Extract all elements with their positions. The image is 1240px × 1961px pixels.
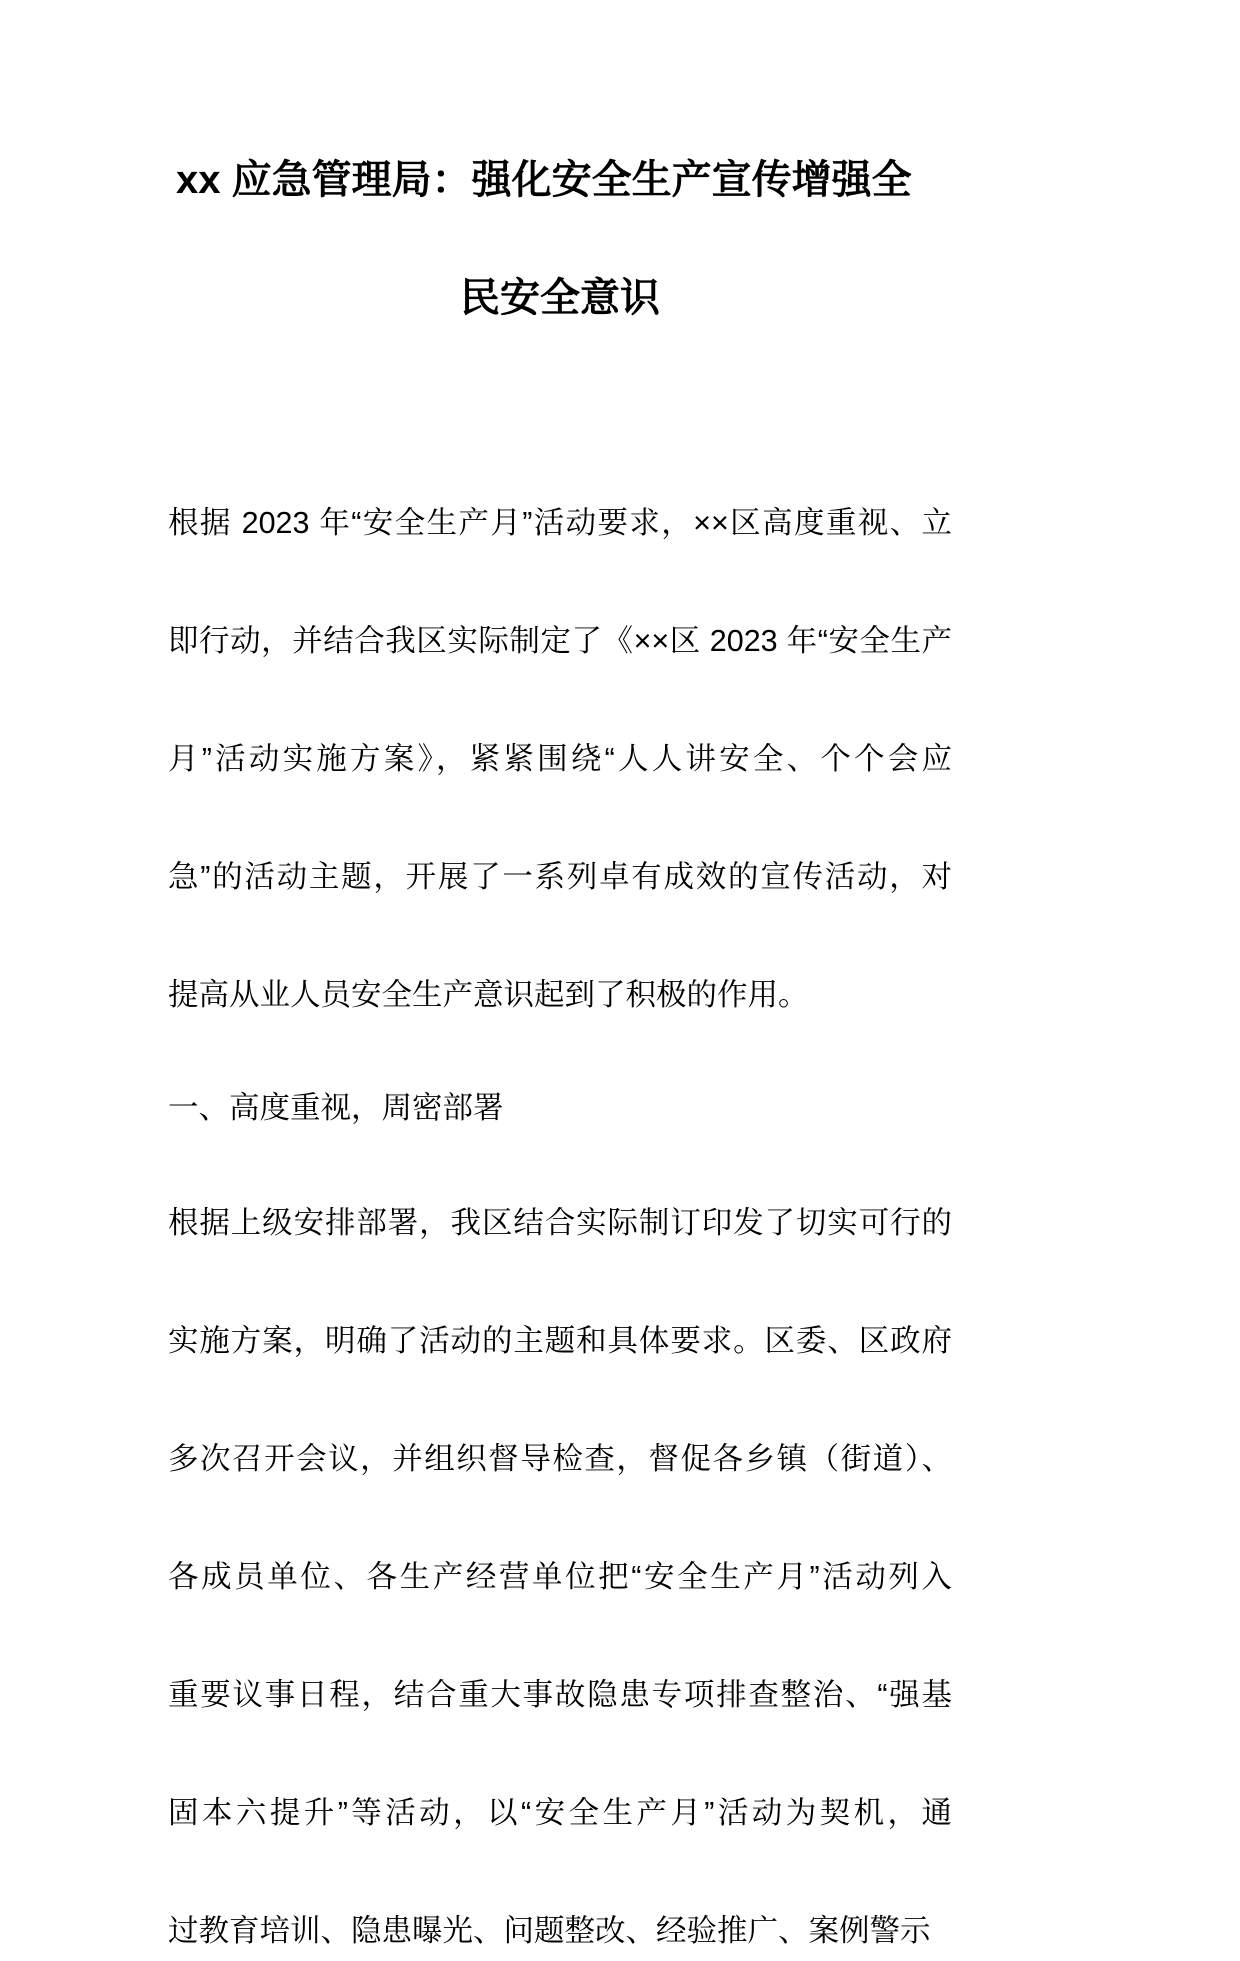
- paragraph-line: 急”的活动主题，开展了一系列卓有成效的宣传活动，对: [168, 860, 952, 894]
- intro-paragraph: [168, 494, 952, 1025]
- paragraph-line: 提高从业人员安全生产意识起到了积极的作用。: [168, 978, 809, 1012]
- page-title-line-2: 民安全意识: [460, 276, 660, 320]
- page-title-line-1: xx 应急管理局：强化安全生产宣传增强全: [176, 158, 912, 202]
- paragraph-line: 即行动，并结合我区实际制定了《××区 2023 年“安全生产: [168, 624, 952, 658]
- paragraph-line: 固本六提升”等活动，以“安全生产月”活动为契机，通: [168, 1796, 952, 1830]
- page-content: [168, 0, 952, 1961]
- paragraph-line: 根据上级安排部署，我区结合实际制订印发了切实可行的: [168, 1206, 952, 1240]
- paragraph-line: 根据 2023 年“安全生产月”活动要求，××区高度重视、立: [168, 506, 952, 540]
- paragraph-line: 各成员单位、各生产经营单位把“安全生产月”活动列入: [168, 1560, 952, 1594]
- paragraph-line: 月”活动实施方案》，紧紧围绕“人人讲安全、个个会应: [168, 742, 952, 776]
- section-heading-1: 一、高度重视，周密部署: [168, 1091, 504, 1125]
- paragraph-line: 重要议事日程，结合重大事故隐患专项排查整治、“强基: [168, 1678, 952, 1712]
- page-title: [168, 0, 952, 318]
- paragraph-line: 多次召开会议，并组织督导检查，督促各乡镇（街道）、: [168, 1442, 952, 1476]
- paragraph-line: 过教育培训、隐患曝光、问题整改、经验推广、案例警示: [168, 1914, 931, 1948]
- document-body: [168, 494, 952, 1961]
- section-1-paragraph: [168, 1194, 952, 1961]
- paragraph-line: 实施方案，明确了活动的主题和具体要求。区委、区政府: [168, 1324, 952, 1358]
